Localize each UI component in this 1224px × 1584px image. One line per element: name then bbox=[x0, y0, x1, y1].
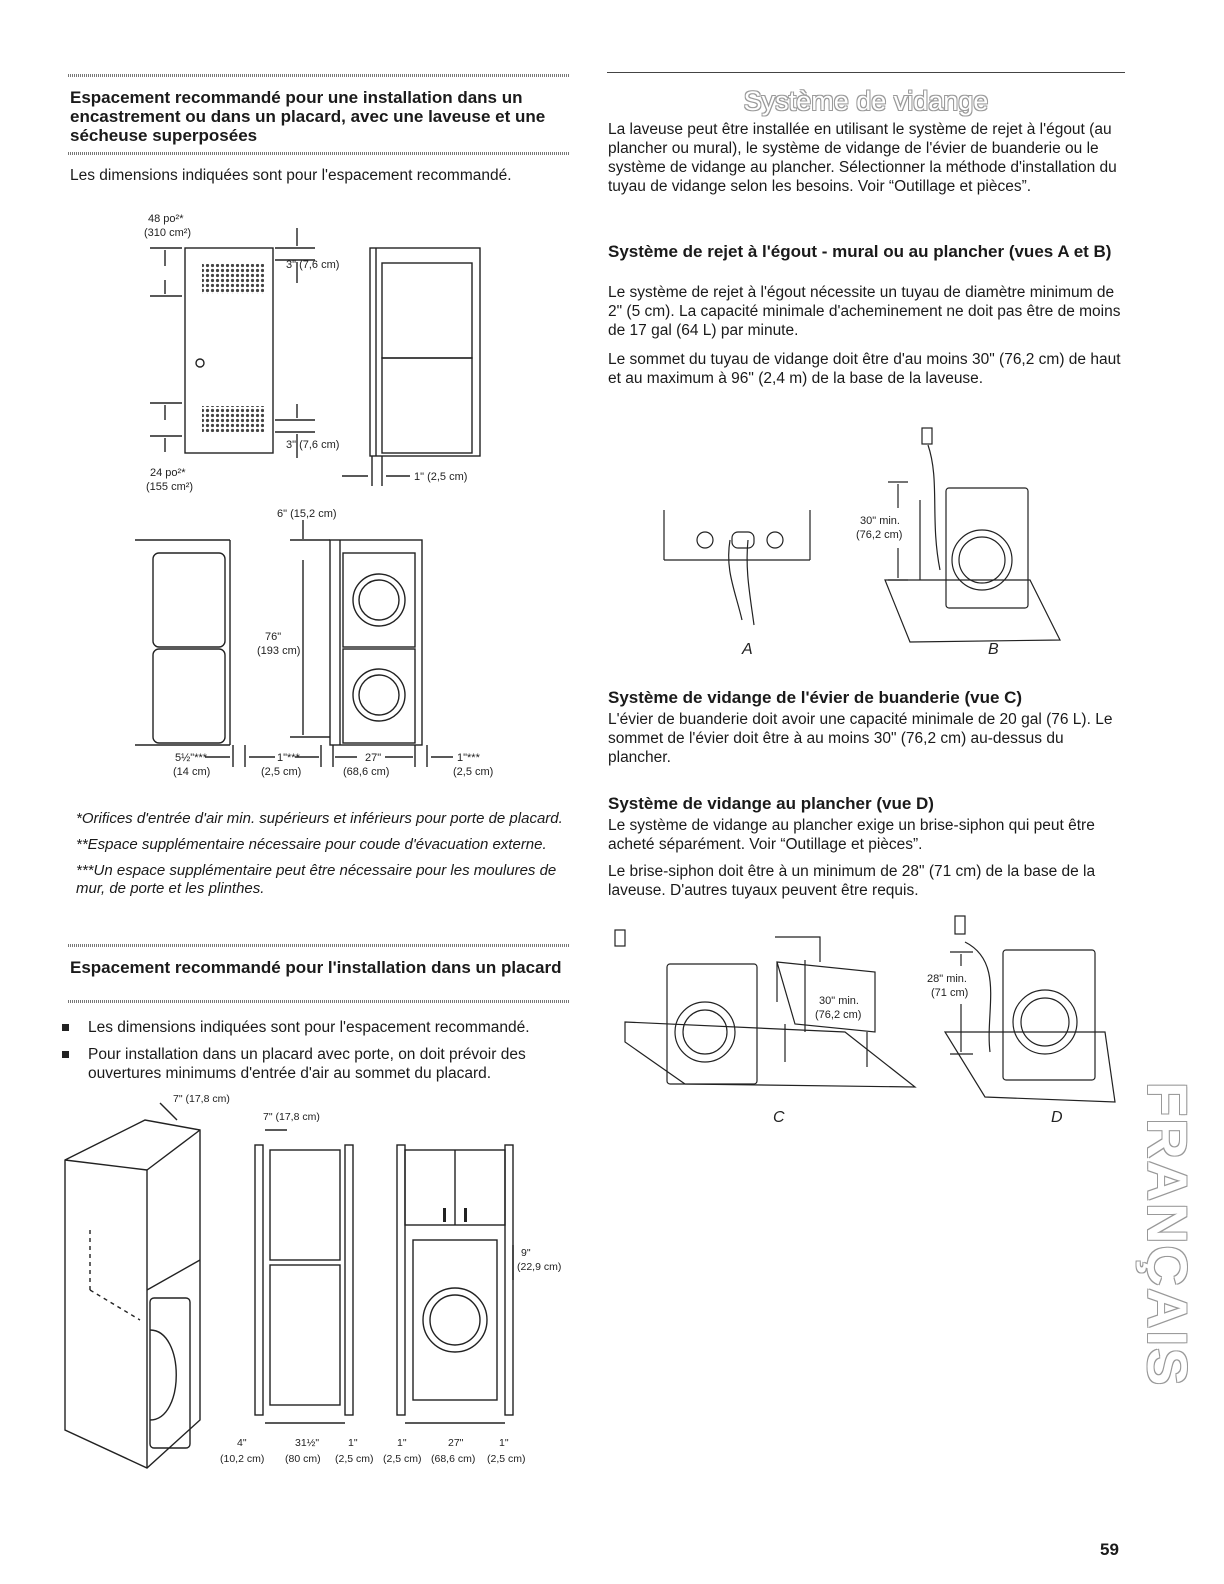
footnotes bbox=[76, 810, 566, 898]
page-number: 59 bbox=[1100, 1540, 1119, 1559]
dim4-metric: (2,5 cm) bbox=[453, 766, 494, 778]
section2-rule-top bbox=[68, 944, 570, 947]
closet-installation-diagram bbox=[55, 1090, 575, 1480]
dim2: 1"*** bbox=[277, 752, 300, 764]
dim-c: 1" bbox=[348, 1437, 358, 1449]
section1-intro: Les dimensions indiquées sont pour l'espacement recommandé. bbox=[70, 167, 512, 184]
dim-d-m: (2,5 cm) bbox=[383, 1453, 422, 1465]
dim-b: 31½" bbox=[295, 1437, 320, 1449]
top-dim-2: 7" (17,8 cm) bbox=[263, 1111, 320, 1123]
sub1-p2: Le sommet du tuyau de vidange doit être d'au moins 30" (76,2 cm) de haut et au maximum à 96" (2,4 m) de la base de la laveuse. bbox=[608, 351, 1121, 387]
side-gap-label: 1" (2,5 cm) bbox=[414, 471, 468, 483]
section1-rule bbox=[68, 152, 570, 155]
bottom-vent-label: 24 po²* bbox=[150, 467, 186, 479]
sub2-p1: L'évier de buanderie doit avoir une capacité minimale de 20 gal (76 L). Le sommet de l'évier doit être à au moins 30" (76,2 cm) au-dessus du plancher. bbox=[608, 711, 1113, 766]
dim1-metric: (14 cm) bbox=[173, 766, 211, 778]
caption-b: B bbox=[988, 641, 999, 658]
bullet-1: Les dimensions indiquées sont pour l'espacement recommandé. bbox=[60, 1018, 572, 1037]
dim-f: 1" bbox=[499, 1437, 509, 1449]
sub2-heading: Système de vidange de l'évier de buanderie (vue C) bbox=[608, 688, 1023, 707]
nine-in-metric: (22,9 cm) bbox=[517, 1261, 562, 1273]
section1-heading: Espacement recommandé pour une installation dans un encastrement ou dans un placard, avec une laveuse et une sécheuse superposées bbox=[70, 88, 546, 145]
dim3-metric: (68,6 cm) bbox=[343, 766, 390, 778]
footnote-2: **Espace supplémentaire nécessaire pour coude d'évacuation externe. bbox=[76, 836, 547, 853]
sub1-p1: Le système de rejet à l'égout nécessite un tuyau de diamètre minimum de 2" (5 cm). La capacité minimale d'acheminement ne doit pas être de moins de 17 gal (64 L) par minute. bbox=[608, 284, 1121, 339]
gap-bottom-label: 3" (7,6 cm) bbox=[286, 439, 340, 451]
sink-and-floor-drain-diagram bbox=[605, 912, 1125, 1132]
d-min-metric: (71 cm) bbox=[931, 987, 969, 999]
height-label: 76" bbox=[265, 631, 282, 643]
dim4: 1"*** bbox=[457, 752, 480, 764]
top-vent-label: 48 po²* bbox=[148, 213, 184, 225]
footnote-1: *Orifices d'entrée d'air min. supérieurs et inférieurs pour porte de placard. bbox=[76, 810, 563, 827]
top-left-rule bbox=[68, 74, 570, 77]
standpipe-drain-diagram bbox=[650, 420, 1070, 660]
c-min-label: 30" min. bbox=[819, 995, 859, 1007]
section2-heading: Espacement recommandé pour l'installation dans un placard bbox=[70, 958, 562, 977]
sub3-p1: Le système de vidange au plancher exige un brise-siphon qui peut être acheté séparément. Voir “Outillage et pièces”. bbox=[608, 817, 1095, 853]
dim2-metric: (2,5 cm) bbox=[261, 766, 302, 778]
caption-c: C bbox=[773, 1109, 785, 1126]
ab-min-label: 30" min. bbox=[860, 515, 900, 527]
language-tab: FRANÇAIS bbox=[1136, 1082, 1199, 1388]
dim-c-m: (2,5 cm) bbox=[335, 1453, 374, 1465]
gap-top-label: 3" (7,6 cm) bbox=[286, 259, 340, 271]
caption-a: A bbox=[742, 641, 753, 658]
height-metric: (193 cm) bbox=[257, 645, 301, 657]
closet-door-vents-diagram bbox=[120, 208, 500, 508]
dim3: 27" bbox=[365, 752, 382, 764]
top-dim-1: 7" (17,8 cm) bbox=[173, 1093, 230, 1105]
dim-b-m: (80 cm) bbox=[285, 1453, 321, 1465]
drain-intro: La laveuse peut être installée en utilisant le système de rejet à l'égout (au plancher ou mural), le système de vidange de l'évier de buanderie ou le système de vidange au plancher. Sélectionner la méthode d'installation du tuyau de vidange selon les besoins. Voir “Outillage et pièces”. bbox=[608, 121, 1117, 195]
footnote-3: ***Un espace supplémentaire peut être nécessaire pour les moulures de mur, de porte et les plinthes. bbox=[76, 862, 557, 897]
stacked-laundry-diagram bbox=[135, 505, 515, 795]
dim-a-m: (10,2 cm) bbox=[220, 1453, 265, 1465]
top-right-rule bbox=[607, 72, 1125, 73]
drain-system-title: Système de vidange bbox=[743, 86, 989, 116]
dim-f-m: (2,5 cm) bbox=[487, 1453, 526, 1465]
sub3-heading: Système de vidange au plancher (vue D) bbox=[608, 794, 934, 813]
dim-e: 27" bbox=[448, 1437, 464, 1449]
section2-rule-bottom bbox=[68, 1000, 570, 1003]
ab-min-metric: (76,2 cm) bbox=[856, 529, 903, 541]
caption-d: D bbox=[1051, 1109, 1063, 1126]
top-vent-metric: (310 cm²) bbox=[144, 227, 192, 239]
sub3-p2: Le brise-siphon doit être à un minimum de 28" (71 cm) de la base de la laveuse. D'autres tuyaux peuvent être requis. bbox=[608, 863, 1096, 899]
dim-e-m: (68,6 cm) bbox=[431, 1453, 476, 1465]
section2-bullets bbox=[60, 1018, 572, 1091]
bullet-2: Pour installation dans un placard avec porte, on doit prévoir des ouvertures minimums d'entrée d'air au sommet du placard. bbox=[60, 1045, 572, 1083]
dim1: 5½"*** bbox=[175, 752, 208, 764]
c-min-metric: (76,2 cm) bbox=[815, 1009, 862, 1021]
nine-in-label: 9" bbox=[521, 1247, 531, 1259]
dim-a: 4" bbox=[237, 1437, 247, 1449]
rear-gap-label: 6" (15,2 cm) bbox=[277, 508, 337, 520]
bottom-vent-metric: (155 cm²) bbox=[146, 481, 194, 493]
dim-d: 1" bbox=[397, 1437, 407, 1449]
sub1-heading: Système de rejet à l'égout - mural ou au plancher (vues A et B) bbox=[608, 242, 1112, 261]
d-min-label: 28" min. bbox=[927, 973, 967, 985]
